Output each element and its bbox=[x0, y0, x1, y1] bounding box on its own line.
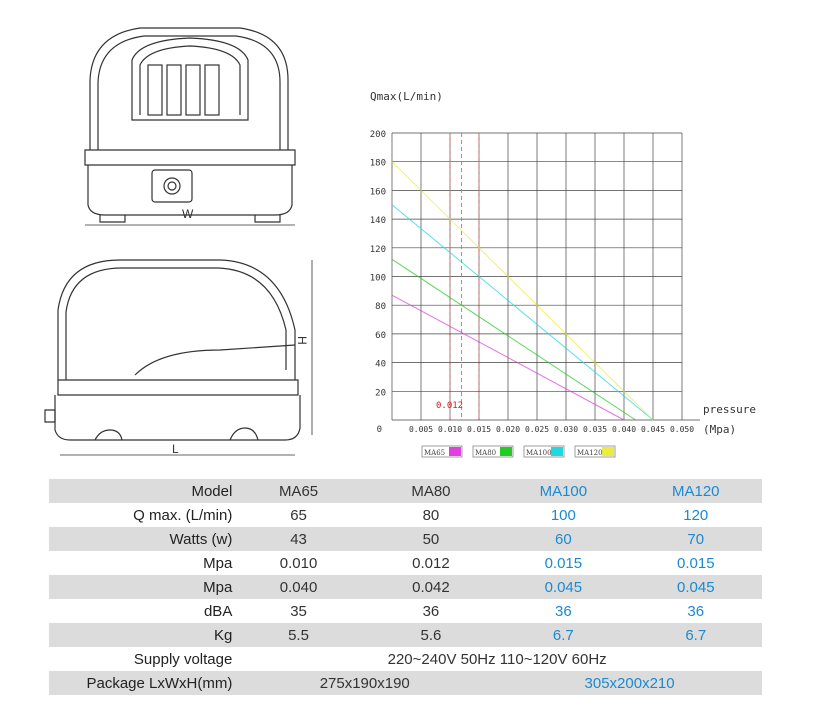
y-tick-label: 40 bbox=[375, 359, 386, 370]
x-tick-label: 0.035 bbox=[582, 425, 608, 434]
spec-cell: MA120 bbox=[630, 479, 762, 503]
spec-row bbox=[49, 575, 762, 599]
spec-row-label: Watts (w) bbox=[49, 527, 232, 551]
spec-row bbox=[49, 623, 762, 647]
pressure-flow-chart bbox=[360, 80, 800, 470]
series-line-ma80 bbox=[392, 259, 636, 420]
spec-cell: 6.7 bbox=[630, 623, 762, 647]
spec-cell: 0.042 bbox=[365, 575, 497, 599]
spec-row-label: Mpa bbox=[203, 554, 233, 572]
spec-cell: 43 bbox=[232, 527, 364, 551]
spec-cell: MA65 bbox=[232, 479, 364, 503]
spec-row-label: Supply voltage bbox=[133, 650, 233, 668]
spec-cell: 5.6 bbox=[365, 623, 497, 647]
y-tick-label: 160 bbox=[369, 187, 386, 198]
spec-cell: MA80 bbox=[365, 479, 497, 503]
spec-row-label: dBA bbox=[203, 602, 233, 620]
spec-row bbox=[49, 647, 762, 671]
spec-cell: 60 bbox=[497, 527, 629, 551]
legend-swatch bbox=[500, 447, 512, 456]
spec-cell: 0.040 bbox=[232, 575, 364, 599]
x-tick-label: 0.045 bbox=[640, 425, 666, 434]
x-tick-label: 0.050 bbox=[669, 425, 695, 434]
x-tick-label: 0.030 bbox=[553, 425, 579, 434]
spec-cell: 305x200x210 bbox=[497, 671, 762, 695]
spec-cell: 0.045 bbox=[497, 575, 629, 599]
y-tick-label: 20 bbox=[375, 388, 386, 399]
spec-row-label: Mpa bbox=[49, 575, 232, 599]
legend-swatch bbox=[602, 447, 614, 456]
spec-row bbox=[49, 551, 762, 575]
chart-xlabel-line2: (Mpa) bbox=[703, 423, 737, 436]
x-tick-label: 0.010 bbox=[437, 425, 463, 434]
spec-cell: 50 bbox=[365, 527, 497, 551]
spec-cell: 100 bbox=[550, 506, 576, 524]
side-height-label: H bbox=[295, 336, 309, 345]
spec-row-label: Kg bbox=[49, 623, 232, 647]
x-tick-label: 0.025 bbox=[524, 425, 550, 434]
chart-legend bbox=[422, 446, 615, 457]
legend-label: MA65 bbox=[424, 449, 446, 457]
spec-cell: 120 bbox=[683, 506, 709, 524]
spec-cell: 275x190x190 bbox=[232, 671, 497, 695]
y-tick-label: 60 bbox=[375, 330, 386, 341]
chart-series-lines bbox=[392, 162, 653, 420]
spec-table bbox=[49, 479, 762, 695]
side-view-drawing bbox=[40, 250, 330, 465]
spec-cell: 35 bbox=[290, 602, 307, 620]
legend-label: MA120 bbox=[577, 449, 603, 457]
spec-row bbox=[49, 527, 762, 551]
side-length-label: L bbox=[172, 442, 179, 456]
spec-row bbox=[49, 503, 762, 527]
x-tick-label: 0.020 bbox=[495, 425, 521, 434]
series-line-ma120 bbox=[392, 162, 653, 420]
y-tick-label: 100 bbox=[369, 273, 386, 284]
chart-tick-labels bbox=[370, 130, 694, 435]
spec-cell: 70 bbox=[630, 527, 762, 551]
spec-cell: 36 bbox=[555, 602, 572, 620]
x-tick-label: 0.040 bbox=[611, 425, 637, 434]
front-width-label: W bbox=[182, 207, 194, 221]
spec-row bbox=[49, 479, 762, 503]
spec-row-label: Package LxWxH(mm) bbox=[49, 671, 232, 695]
x-tick-label: 0.005 bbox=[408, 425, 434, 434]
y-tick-label: 140 bbox=[369, 216, 386, 227]
spec-cell: 65 bbox=[290, 506, 307, 524]
spec-row-label: Q max. (L/min) bbox=[133, 506, 233, 524]
spec-cell: MA100 bbox=[497, 479, 629, 503]
front-view-drawing bbox=[70, 20, 310, 230]
spec-cell: 220~240V 50Hz 110~120V 60Hz bbox=[387, 650, 607, 668]
spec-row-label: Model bbox=[49, 479, 232, 503]
legend-swatch bbox=[449, 447, 461, 456]
y-tick-label: 80 bbox=[375, 302, 386, 313]
chart-xlabel-line1: pressure bbox=[703, 403, 756, 416]
chart-grid bbox=[392, 133, 700, 420]
chart-ylabel: Qmax(L/min) bbox=[370, 90, 443, 103]
spec-row bbox=[49, 671, 762, 695]
x-tick-label: 0.015 bbox=[466, 425, 492, 434]
spec-cell: 36 bbox=[687, 602, 705, 620]
chart-annotation: 0.012 bbox=[436, 401, 464, 411]
spec-cell: 5.5 bbox=[232, 623, 364, 647]
spec-cell: 0.012 bbox=[412, 554, 450, 572]
spec-row bbox=[49, 599, 762, 623]
origin-label: 0 bbox=[376, 425, 382, 435]
spec-cell: 0.015 bbox=[544, 554, 583, 572]
series-line-ma100 bbox=[392, 205, 653, 420]
legend-swatch bbox=[551, 447, 563, 456]
spec-cell: 6.7 bbox=[497, 623, 629, 647]
spec-cell: 0.045 bbox=[630, 575, 762, 599]
spec-cell: 0.010 bbox=[279, 554, 318, 572]
spec-cell: 0.015 bbox=[677, 554, 715, 572]
spec-cell: 36 bbox=[422, 602, 440, 620]
legend-label: MA80 bbox=[475, 449, 497, 457]
spec-cell: 80 bbox=[422, 506, 440, 524]
legend-label: MA100 bbox=[526, 449, 552, 457]
y-tick-label: 180 bbox=[369, 158, 386, 169]
y-tick-label: 200 bbox=[369, 130, 386, 140]
y-tick-label: 120 bbox=[369, 244, 386, 255]
